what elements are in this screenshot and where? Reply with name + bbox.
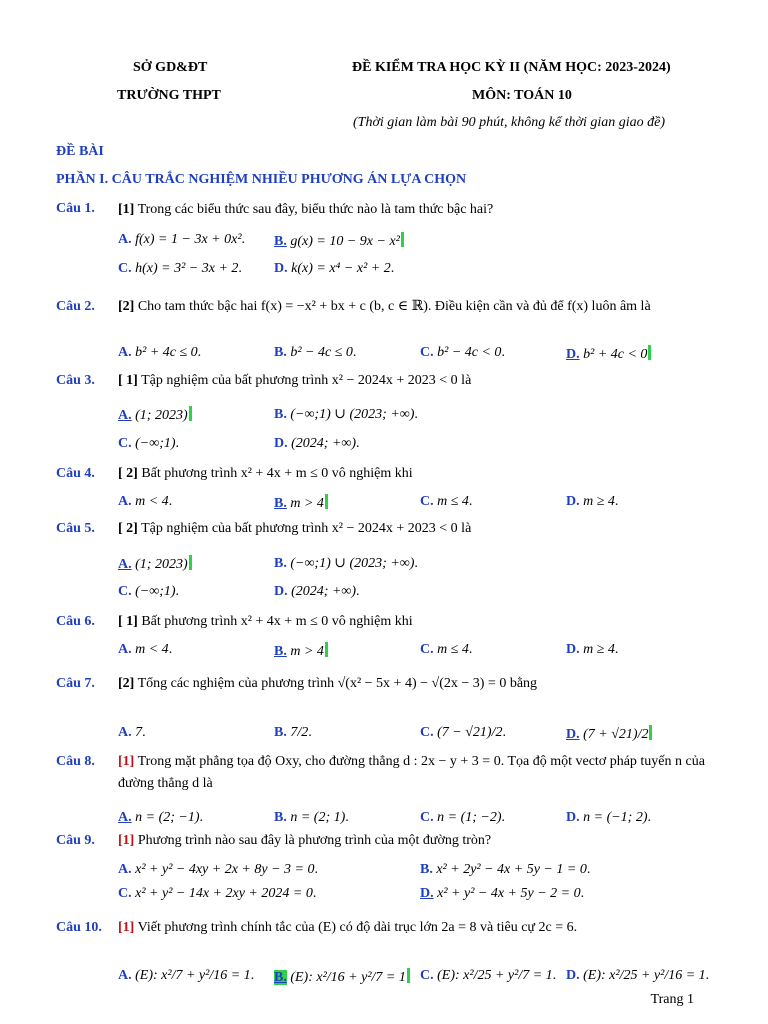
question-text: Trong các biểu thức sau đây, biểu thức nào là tam thức bậc hai? xyxy=(134,202,494,217)
option-b[interactable]: B. b² − 4c ≤ 0. xyxy=(274,345,357,360)
option-c[interactable]: C. x² + y² − 14x + 2xy + 2024 = 0. xyxy=(118,886,317,901)
option-letter: A. xyxy=(118,725,132,740)
question-level: [ 2] xyxy=(118,466,138,481)
question-number: Câu 6. xyxy=(56,614,95,629)
question-text: Tập nghiệm của bất phương trình x² − 2024x + 2023 < 0 là xyxy=(137,521,472,536)
option-text: (−∞;1) xyxy=(135,436,176,451)
question-level: [2] xyxy=(118,299,135,314)
option-text: (−∞;1) xyxy=(135,584,176,599)
question-number: Câu 5. xyxy=(56,521,95,536)
option-letter: B. xyxy=(274,810,287,825)
answer-marker xyxy=(325,494,328,509)
option-letter: B. xyxy=(274,970,287,985)
option-b[interactable]: B. 7/2. xyxy=(274,725,312,740)
subject-title: MÔN: TOÁN 10 xyxy=(472,88,572,103)
option-c[interactable]: C. m ≤ 4. xyxy=(420,642,473,657)
option-letter: D. xyxy=(566,810,580,825)
question-stem xyxy=(118,673,714,695)
question-level: [ 2] xyxy=(118,521,138,536)
option-text: x² + 2y² − 4x + 5y − 1 = 0 xyxy=(436,862,587,877)
option-a[interactable]: A. x² + y² − 4xy + 2x + 8y − 3 = 0. xyxy=(118,862,318,877)
question-number: Câu 8. xyxy=(56,754,95,769)
option-c[interactable]: C. h(x) = 3² − 3x + 2. xyxy=(118,261,242,276)
option-text: k(x) = x⁴ − x² + 2 xyxy=(291,261,391,276)
option-letter: A. xyxy=(118,862,132,877)
option-c[interactable]: C. m ≤ 4. xyxy=(420,494,473,509)
option-c[interactable]: C. (E): x²/25 + y²/7 = 1. xyxy=(420,968,557,983)
question-stem xyxy=(118,463,714,485)
question-text: Tập nghiệm của bất phương trình x² − 2024x + 2023 < 0 là xyxy=(137,373,472,388)
question-text: Trong mặt phẳng tọa độ Oxy, cho đường thẳng d : 2x − y + 3 = 0. Tọa độ một vectơ pháp tuyến n của đường thẳng d là xyxy=(118,754,705,791)
option-letter: D. xyxy=(566,642,580,657)
option-b[interactable] xyxy=(274,494,328,512)
option-letter: D. xyxy=(274,436,288,451)
option-a[interactable]: A. n = (2; −1). xyxy=(118,810,204,825)
option-letter: A. xyxy=(118,494,132,509)
option-b[interactable]: B. (−∞;1) ∪ (2023; +∞). xyxy=(274,556,418,571)
question-number: Câu 10. xyxy=(56,920,102,935)
option-c[interactable]: C. (−∞;1). xyxy=(118,584,180,599)
question-text: Cho tam thức bậc hai f(x) = −x² + bx + c (b, c ∈ ℝ). Điều kiện cần và đủ để f(x) luôn âm là xyxy=(134,299,651,314)
option-text: m ≥ 4 xyxy=(583,494,615,509)
option-text: b² − 4c ≤ 0 xyxy=(290,345,353,360)
option-text: (E): x²/7 + y²/16 = 1 xyxy=(135,968,251,983)
option-letter: D. xyxy=(420,886,434,901)
option-letter: C. xyxy=(118,436,132,451)
option-letter: D. xyxy=(566,347,580,362)
option-text: m > 4 xyxy=(290,496,324,511)
option-letter: D. xyxy=(566,727,580,742)
option-letter: B. xyxy=(274,234,287,249)
option-text: m < 4 xyxy=(135,494,169,509)
option-letter: C. xyxy=(118,584,132,599)
option-text: x² + y² − 4x + 5y − 2 = 0 xyxy=(437,886,581,901)
question-number: Câu 2. xyxy=(56,299,95,314)
option-c[interactable]: C. (7 − √21)/2. xyxy=(420,725,506,740)
option-letter: D. xyxy=(274,584,288,599)
option-text: g(x) = 10 − 9x − x² xyxy=(290,234,400,249)
question-stem xyxy=(118,296,714,318)
option-letter: B. xyxy=(274,407,287,422)
option-text: 7/2 xyxy=(290,725,309,740)
time-note: (Thời gian làm bài 90 phút, không kể thời gian giao đề) xyxy=(353,115,666,130)
option-c[interactable]: C. b² − 4c < 0. xyxy=(420,345,505,360)
option-b[interactable]: B. (−∞;1) ∪ (2023; +∞). xyxy=(274,407,418,422)
option-text: f(x) = 1 − 3x + 0x² xyxy=(135,232,242,247)
section-title: ĐỀ BÀI xyxy=(56,144,104,159)
option-a[interactable]: A. (E): x²/7 + y²/16 = 1. xyxy=(118,968,255,983)
option-letter: A. xyxy=(118,232,132,247)
option-text: b² + 4c ≤ 0 xyxy=(135,345,198,360)
option-text: m ≤ 4 xyxy=(437,494,469,509)
option-letter: C. xyxy=(420,968,434,983)
question-text: Viết phương trình chính tắc của (E) có độ dài trục lớn 2a = 8 và tiêu cự 2c = 6. xyxy=(134,920,578,935)
question-number: Câu 4. xyxy=(56,466,95,481)
option-text: m ≤ 4 xyxy=(437,642,469,657)
answer-marker xyxy=(407,968,410,983)
option-letter: B. xyxy=(274,644,287,659)
option-b[interactable]: B. x² + 2y² − 4x + 5y − 1 = 0. xyxy=(420,862,591,877)
question-text: Bất phương trình x² + 4x + m ≤ 0 vô nghiệm khi xyxy=(137,466,413,481)
option-letter: B. xyxy=(420,862,433,877)
option-letter: A. xyxy=(118,968,132,983)
option-text: (E): x²/25 + y²/7 = 1 xyxy=(437,968,553,983)
question-level: [1] xyxy=(118,754,135,769)
option-text: x² + y² − 4xy + 2x + 8y − 3 = 0 xyxy=(135,862,315,877)
option-b[interactable] xyxy=(274,968,410,986)
option-d[interactable]: D. (2024; +∞). xyxy=(274,584,360,599)
question-level: [1] xyxy=(118,833,135,848)
option-d[interactable]: D. (E): x²/25 + y²/16 = 1. xyxy=(566,968,710,983)
option-a[interactable] xyxy=(118,555,192,573)
option-d[interactable]: D. n = (−1; 2). xyxy=(566,810,652,825)
answer-marker xyxy=(189,406,192,421)
option-text: (E): x²/16 + y²/7 = 1 xyxy=(290,970,406,985)
option-text: n = (2; −1) xyxy=(135,810,200,825)
question-text: Phương trình nào sau đây là phương trình của một đường tròn? xyxy=(134,833,492,848)
option-d[interactable]: D. x² + y² − 4x + 5y − 2 = 0. xyxy=(420,886,585,901)
option-letter: C. xyxy=(118,886,132,901)
option-c[interactable]: C. n = (1; −2). xyxy=(420,810,506,825)
answer-marker xyxy=(401,232,404,247)
option-a[interactable] xyxy=(118,406,192,424)
question-number: Câu 1. xyxy=(56,201,95,216)
question-number: Câu 7. xyxy=(56,676,95,691)
option-d[interactable]: D. (2024; +∞). xyxy=(274,436,360,451)
option-text: 7 xyxy=(135,725,143,740)
option-text: (−∞;1) ∪ (2023; +∞) xyxy=(290,407,415,422)
option-a[interactable]: A. 7. xyxy=(118,725,146,740)
page-number: Trang 1 xyxy=(650,992,694,1007)
option-text: (E): x²/25 + y²/16 = 1 xyxy=(583,968,706,983)
option-text: x² + y² − 14x + 2xy + 2024 = 0 xyxy=(135,886,313,901)
option-letter: C. xyxy=(420,494,434,509)
option-d[interactable]: D. m ≥ 4. xyxy=(566,494,619,509)
option-d[interactable] xyxy=(566,345,651,363)
option-letter: A. xyxy=(118,642,132,657)
option-text: (1; 2023) xyxy=(135,557,188,572)
option-letter: D. xyxy=(566,968,580,983)
option-b[interactable]: B. n = (2; 1). xyxy=(274,810,349,825)
question-level: [1] xyxy=(118,202,135,217)
option-text: (7 + √21)/2 xyxy=(583,727,649,742)
option-letter: B. xyxy=(274,556,287,571)
question-text: Tổng các nghiệm của phương trình √(x² − 5x + 4) − √(2x − 3) = 0 bằng xyxy=(134,676,538,691)
option-text: m < 4 xyxy=(135,642,169,657)
option-a[interactable]: A. f(x) = 1 − 3x + 0x². xyxy=(118,232,246,247)
option-letter: A. xyxy=(118,810,132,825)
option-text: m > 4 xyxy=(290,644,324,659)
option-letter: D. xyxy=(566,494,580,509)
question-stem xyxy=(118,611,714,633)
option-a[interactable]: A. m < 4. xyxy=(118,494,173,509)
option-letter: A. xyxy=(118,557,132,572)
question-stem xyxy=(118,370,714,392)
option-text: (1; 2023) xyxy=(135,408,188,423)
answer-marker xyxy=(325,642,328,657)
option-text: (−∞;1) ∪ (2023; +∞) xyxy=(290,556,415,571)
option-text: (2024; +∞) xyxy=(291,436,357,451)
option-text: n = (1; −2) xyxy=(437,810,502,825)
question-stem xyxy=(118,830,714,852)
option-text: (7 − √21)/2 xyxy=(437,725,503,740)
question-level: [ 1] xyxy=(118,614,138,629)
option-letter: C. xyxy=(118,261,132,276)
question-stem xyxy=(118,751,714,795)
option-letter: C. xyxy=(420,642,434,657)
question-stem xyxy=(118,917,714,939)
option-text: m ≥ 4 xyxy=(583,642,615,657)
question-number: Câu 9. xyxy=(56,833,95,848)
school-name: TRƯỜNG THPT xyxy=(117,88,221,103)
exam-title: ĐỀ KIỂM TRA HỌC KỲ II (NĂM HỌC: 2023-2024) xyxy=(352,60,671,75)
option-b[interactable] xyxy=(274,232,404,250)
option-text: b² − 4c < 0 xyxy=(437,345,502,360)
part-title: PHẦN I. CÂU TRẮC NGHIỆM NHIỀU PHƯƠNG ÁN LỰA CHỌN xyxy=(56,172,467,187)
answer-marker xyxy=(189,555,192,570)
option-letter: D. xyxy=(274,261,288,276)
option-letter: C. xyxy=(420,810,434,825)
question-stem xyxy=(118,518,714,540)
option-letter: B. xyxy=(274,345,287,360)
option-text: n = (−1; 2) xyxy=(583,810,648,825)
option-letter: C. xyxy=(420,725,434,740)
option-d[interactable]: D. m ≥ 4. xyxy=(566,642,619,657)
option-text: n = (2; 1) xyxy=(290,810,346,825)
question-level: [2] xyxy=(118,676,135,691)
option-a[interactable]: A. b² + 4c ≤ 0. xyxy=(118,345,202,360)
option-text: h(x) = 3² − 3x + 2 xyxy=(135,261,239,276)
option-a[interactable]: A. m < 4. xyxy=(118,642,173,657)
option-b[interactable] xyxy=(274,642,328,660)
option-letter: A. xyxy=(118,345,132,360)
option-letter: A. xyxy=(118,408,132,423)
question-number: Câu 3. xyxy=(56,373,95,388)
option-d[interactable] xyxy=(566,725,652,743)
question-level: [1] xyxy=(118,920,135,935)
option-letter: B. xyxy=(274,725,287,740)
answer-marker xyxy=(648,345,651,360)
department-name: SỞ GD&ĐT xyxy=(133,60,208,75)
question-stem xyxy=(118,199,714,221)
option-letter: C. xyxy=(420,345,434,360)
option-c[interactable]: C. (−∞;1). xyxy=(118,436,180,451)
answer-marker xyxy=(649,725,652,740)
question-level: [ 1] xyxy=(118,373,138,388)
option-letter: B. xyxy=(274,496,287,511)
option-text: (2024; +∞) xyxy=(291,584,357,599)
question-text: Bất phương trình x² + 4x + m ≤ 0 vô nghiệm khi xyxy=(137,614,413,629)
option-d[interactable]: D. k(x) = x⁴ − x² + 2. xyxy=(274,261,395,276)
option-text: b² + 4c < 0 xyxy=(583,347,648,362)
